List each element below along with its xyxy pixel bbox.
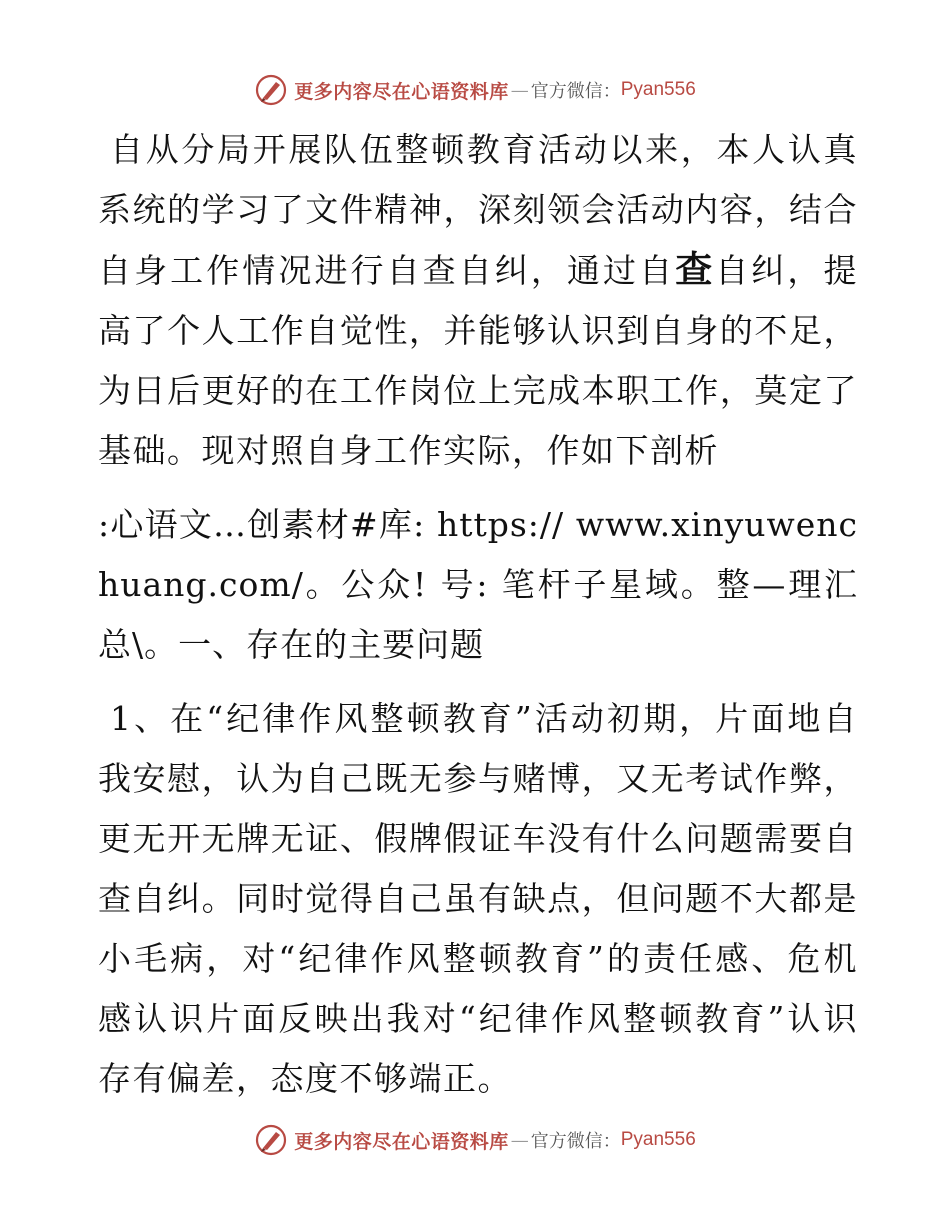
- pen-logo-icon: [254, 1123, 288, 1157]
- watermark-separator: —: [510, 79, 529, 101]
- header-watermark: [0, 70, 950, 110]
- pen-logo-icon: [254, 73, 288, 107]
- paragraph-source: :心语文…创素材#库: https:// www.xinyuwenchuang.com/。公众! 号: 笔杆子星域。整—理汇总\。一、存在的主要问题: [98, 505, 858, 664]
- watermark-id: Pyan556: [620, 1129, 696, 1150]
- watermark-sub: 官方微信：: [530, 81, 621, 102]
- paragraph-intro-pre: 自从分局开展队伍整顿教育活动以来，本人认真系统的学习了文件精神，深刻领会活动内容，结合自身工作情况进行自查自纠，通过自: [98, 130, 858, 290]
- document-body: [98, 120, 858, 1123]
- paragraph-intro-post: 自纠，提高了个人工作自觉性，并能够认识到自身的不足，为日后更好的在工作岗位上完成本职工作，莫定了基础。现对照自身工作实际，作如下剖析: [98, 251, 859, 470]
- watermark-sub: 官方微信：: [530, 1131, 621, 1152]
- paragraph-intro-emphasis: 查: [675, 248, 716, 291]
- watermark-id: Pyan556: [620, 79, 696, 100]
- footer-watermark: [0, 1120, 950, 1160]
- watermark-separator: —: [510, 1129, 529, 1151]
- watermark-text: 更多内容尽在心语资料库: [294, 80, 509, 103]
- watermark-text: 更多内容尽在心语资料库: [294, 1130, 509, 1153]
- paragraph-issue-1: 1、在“纪律作风整顿教育”活动初期，片面地自我安慰，认为自己既无参与赌博，又无考试作弊，更无开无牌无证、假牌假证车没有什么问题需要自查自纠。同时觉得自己虽有缺点，但问题不大都是小毛病，对“纪律作风整顿教育”的责任感、危机感认识片面反映出我对“纪律作风整顿教育”认识存有偏差，态度不够端正。: [98, 699, 858, 1098]
- paragraph-intro: [98, 120, 858, 481]
